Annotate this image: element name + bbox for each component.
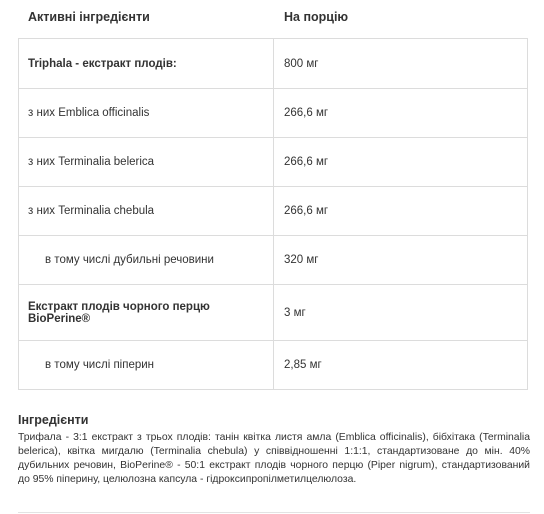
ingredients-section	[18, 413, 530, 487]
ingredient-name: в тому числі дубильні речовини	[19, 236, 274, 284]
table-row	[19, 285, 527, 341]
table-body	[18, 38, 528, 390]
ingredient-name: з них Terminalia belerica	[19, 138, 274, 186]
table-row	[19, 187, 527, 236]
nutrition-table	[18, 0, 528, 390]
ingredient-amount: 800 мг	[284, 57, 319, 70]
ingredient-name: Екстракт плодів чорного перцю BioPerine®	[19, 285, 274, 340]
table-header	[18, 0, 528, 38]
ingredient-amount: 3 мг	[284, 306, 306, 319]
ingredient-amount: 2,85 мг	[284, 359, 322, 371]
ingredients-title: Інгредієнти	[18, 413, 89, 427]
table-row	[19, 341, 527, 390]
table-row	[19, 39, 527, 89]
ingredient-name: з них Emblica officinalis	[19, 89, 274, 137]
ingredients-text: Трифала - 3:1 екстракт з трьох плодів: танін квітка листя амла (Emblica officinalis), бібхітака (Terminalia belerica), квітка мигдалю (Terminalia chebula) у співвідношенні 1:1:1, стандартизоване до мін. 40% дубильних речовин, BioPerine® - 50:1 екстракт плодів чорного перцю (Piper nigrum), стандартизований до 95% піперину, целюлозна капсула - гідроксипропілметилцелюлоза.	[18, 432, 530, 485]
ingredient-amount: 320 мг	[284, 254, 319, 266]
ingredient-amount: 266,6 мг	[284, 156, 329, 168]
table-row	[19, 138, 527, 187]
header-per-serving: На порцію	[284, 10, 349, 24]
ingredient-amount: 266,6 мг	[284, 205, 329, 217]
ingredient-name: Triphala - екстракт плодів:	[19, 39, 274, 88]
ingredient-name: з них Terminalia chebula	[19, 187, 274, 235]
ingredient-amount: 266,6 мг	[284, 107, 329, 119]
table-row	[19, 236, 527, 285]
ingredient-name: в тому числі піперин	[19, 341, 274, 389]
header-active-ingredients: Активні інгредієнти	[28, 10, 150, 24]
table-row	[19, 89, 527, 138]
divider	[18, 512, 530, 513]
